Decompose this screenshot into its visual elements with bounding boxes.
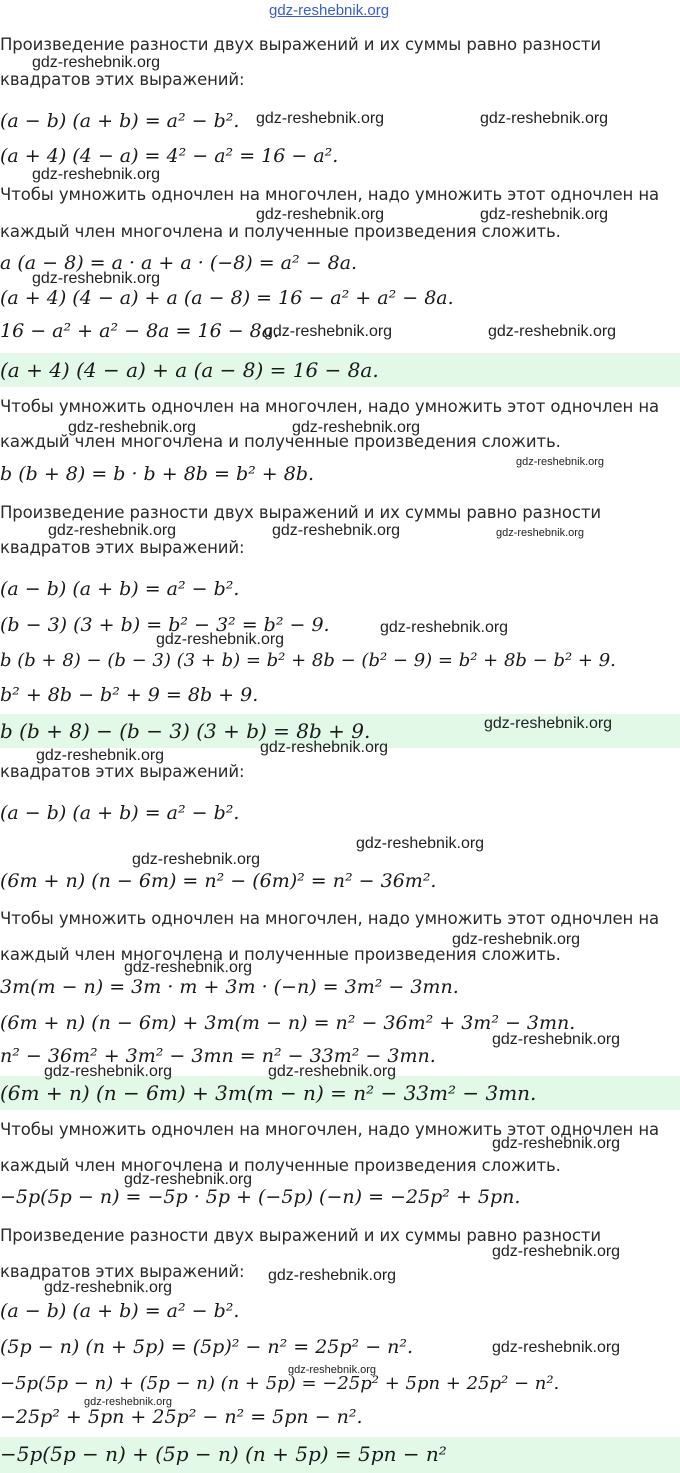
watermark: gdz-reshebnik.org bbox=[124, 1171, 253, 1188]
watermark: gdz-reshebnik.org bbox=[44, 1279, 173, 1296]
rule-text: Чтобы умножить одночлен на многочлен, надо умножить этот одночлен на bbox=[0, 909, 660, 928]
watermark: gdz-reshebnik.org bbox=[484, 715, 613, 732]
watermark: gdz-reshebnik.org bbox=[256, 110, 385, 127]
rule-text: Произведение разности двух выражений и их суммы равно разности bbox=[0, 35, 602, 54]
rule-text: квадратов этих выражений: bbox=[0, 538, 245, 557]
watermark: gdz-reshebnik.org bbox=[48, 522, 177, 539]
watermark: gdz-reshebnik.org bbox=[32, 166, 161, 183]
watermark: gdz-reshebnik.org bbox=[268, 1267, 397, 1284]
math-line: (a − b) (a + b) = a² − b². bbox=[0, 110, 240, 132]
math-line: 3m(m − n) = 3m · m + 3m · (−n) = 3m² − 3mn. bbox=[0, 976, 459, 998]
math-line: (6m + n) (n − 6m) = n² − (6m)² = n² − 36m². bbox=[0, 870, 437, 892]
rule-text: Чтобы умножить одночлен на многочлен, надо умножить этот одночлен на bbox=[0, 1120, 660, 1139]
watermark: gdz-reshebnik.org bbox=[256, 206, 385, 223]
math-line: (a + 4) (4 − a) = 4² − a² = 16 − a². bbox=[0, 145, 339, 167]
watermark: gdz-reshebnik.org bbox=[32, 270, 161, 287]
watermark: gdz-reshebnik.org bbox=[496, 527, 585, 539]
watermark: gdz-reshebnik.org bbox=[264, 323, 393, 340]
answer-line: −5p(5p − n) + (5p − n) (n + 5p) = 5pn − n² bbox=[0, 1442, 447, 1466]
rule-text: Чтобы умножить одночлен на многочлен, надо умножить этот одночлен на bbox=[0, 185, 660, 204]
watermark: gdz-reshebnik.org bbox=[480, 110, 609, 127]
math-line: b² + 8b − b² + 9 = 8b + 9. bbox=[0, 684, 259, 706]
math-line: (5p − n) (n + 5p) = (5p)² − n² = 25p² − n². bbox=[0, 1336, 414, 1358]
answer-line: b (b + 8) − (b − 3) (3 + b) = 8b + 9. bbox=[0, 719, 371, 743]
watermark: gdz-reshebnik.org bbox=[492, 1135, 621, 1152]
math-line: (b − 3) (3 + b) = b² − 3² = b² − 9. bbox=[0, 614, 330, 636]
rule-text: каждый член многочлена и полученные произведения сложить. bbox=[0, 945, 561, 964]
rule-text: квадратов этих выражений: bbox=[0, 762, 245, 781]
math-line: b (b + 8) − (b − 3) (3 + b) = b² + 8b − (b² − 9) = b² + 8b − b² + 9. bbox=[0, 650, 616, 671]
math-line: −25p² + 5pn + 25p² − n² = 5pn − n². bbox=[0, 1406, 363, 1428]
math-line: (a − b) (a + b) = a² − b². bbox=[0, 802, 240, 824]
watermark: gdz-reshebnik.org bbox=[260, 739, 389, 756]
math-line: a (a − 8) = a · a + a · (−8) = a² − 8a. bbox=[0, 252, 358, 274]
watermark: gdz-reshebnik.org bbox=[272, 522, 401, 539]
rule-text: Чтобы умножить одночлен на многочлен, надо умножить этот одночлен на bbox=[0, 397, 660, 416]
answer-line: (6m + n) (n − 6m) + 3m(m − n) = n² − 33m² − 3mn. bbox=[0, 1081, 537, 1105]
watermark: gdz-reshebnik.org bbox=[36, 747, 165, 764]
watermark: gdz-reshebnik.org bbox=[32, 54, 161, 71]
watermark: gdz-reshebnik.org bbox=[288, 1364, 377, 1376]
rule-text: квадратов этих выражений: bbox=[0, 1262, 245, 1281]
watermark: gdz-reshebnik.org bbox=[124, 959, 253, 976]
math-line: −5p(5p − n) = −5p · 5p + (−5p) (−n) = −25p² + 5pn. bbox=[0, 1186, 521, 1208]
watermark: gdz-reshebnik.org bbox=[292, 419, 421, 436]
rule-text: Произведение разности двух выражений и их суммы равно разности bbox=[0, 1226, 602, 1245]
math-line: −5p(5p − n) + (5p − n) (n + 5p) = −25p² + 5pn + 25p² − n². bbox=[0, 1373, 560, 1394]
rule-text: квадратов этих выражений: bbox=[0, 70, 245, 89]
watermark: gdz-reshebnik.org bbox=[488, 323, 617, 340]
rule-text: Произведение разности двух выражений и их суммы равно разности bbox=[0, 503, 602, 522]
watermark: gdz-reshebnik.org bbox=[516, 456, 605, 468]
watermark: gdz-reshebnik.org bbox=[268, 1063, 397, 1080]
watermark: gdz-reshebnik.org bbox=[452, 931, 581, 948]
watermark: gdz-reshebnik.org bbox=[492, 1339, 621, 1356]
site-link[interactable]: gdz-reshebnik.org bbox=[269, 2, 390, 19]
watermark: gdz-reshebnik.org bbox=[492, 1243, 621, 1260]
watermark: gdz-reshebnik.org bbox=[492, 1031, 621, 1048]
watermark: gdz-reshebnik.org bbox=[480, 206, 609, 223]
answer-line: (a + 4) (4 − a) + a (a − 8) = 16 − 8a. bbox=[0, 358, 379, 382]
watermark: gdz-reshebnik.org bbox=[84, 1396, 173, 1408]
math-line: (a − b) (a + b) = a² − b². bbox=[0, 578, 240, 600]
math-line: (a − b) (a + b) = a² − b². bbox=[0, 1300, 240, 1322]
watermark: gdz-reshebnik.org bbox=[44, 1063, 173, 1080]
math-line: 16 − a² + a² − 8a = 16 − 8a. bbox=[0, 320, 280, 342]
watermark: gdz-reshebnik.org bbox=[356, 835, 485, 852]
watermark: gdz-reshebnik.org bbox=[68, 419, 197, 436]
rule-text: каждый член многочлена и полученные произведения сложить. bbox=[0, 432, 561, 451]
math-line: b (b + 8) = b · b + 8b = b² + 8b. bbox=[0, 463, 315, 485]
watermark: gdz-reshebnik.org bbox=[132, 851, 261, 868]
math-line: n² − 36m² + 3m² − 3mn = n² − 33m² − 3mn. bbox=[0, 1045, 436, 1067]
math-line: (a + 4) (4 − a) + a (a − 8) = 16 − a² + a² − 8a. bbox=[0, 287, 454, 309]
watermark: gdz-reshebnik.org bbox=[380, 619, 509, 636]
rule-text: каждый член многочлена и полученные произведения сложить. bbox=[0, 1156, 561, 1175]
math-line: (6m + n) (n − 6m) + 3m(m − n) = n² − 36m² + 3m² − 3mn. bbox=[0, 1012, 576, 1034]
watermark: gdz-reshebnik.org bbox=[156, 631, 285, 648]
rule-text: каждый член многочлена и полученные произведения сложить. bbox=[0, 222, 561, 241]
